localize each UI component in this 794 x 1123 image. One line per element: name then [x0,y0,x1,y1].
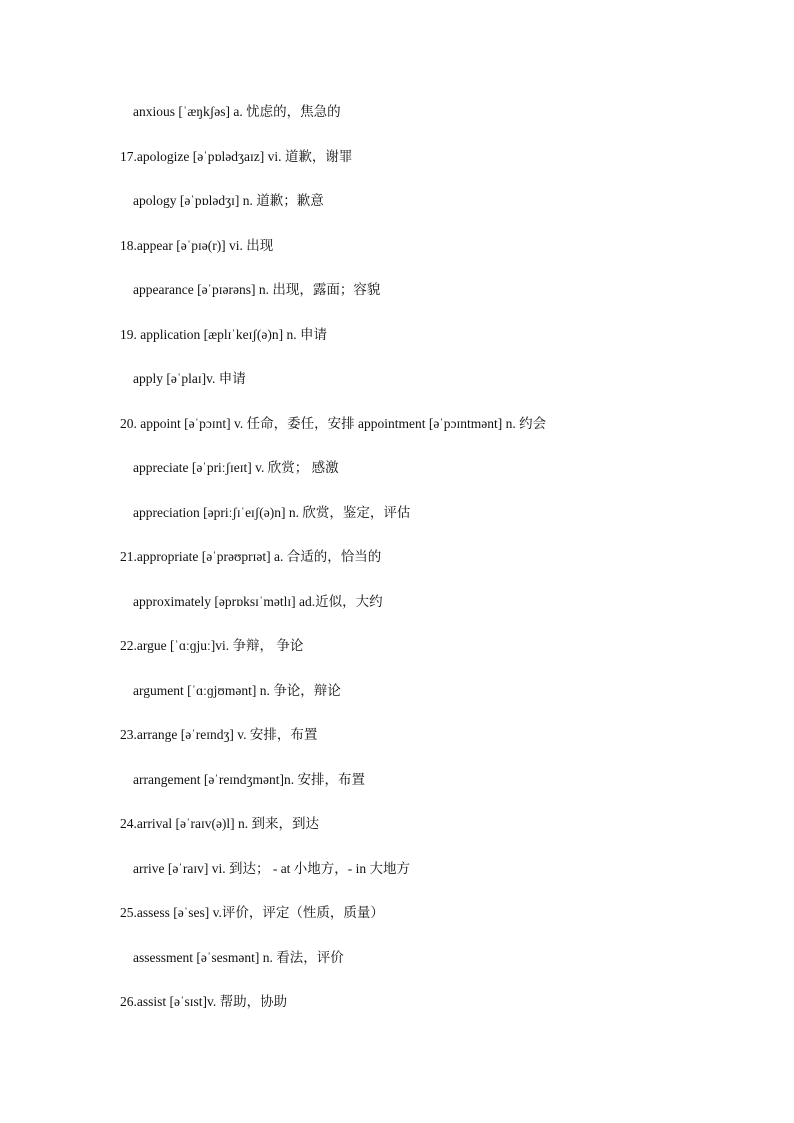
vocab-entry-apply: apply [əˈplaɪ]v. 申请 [133,371,246,386]
vocab-entry-arrive: arrive [əˈraɪv] vi. 到达； - at 小地方，- in 大地方 [133,861,411,876]
vocab-entry-assessment: assessment [əˈsesmənt] n. 看法，评价 [133,950,344,965]
vocab-entry-apology: apology [əˈpɒlədʒɪ] n. 道歉；歉意 [133,193,324,208]
vocab-entry-appreciation: appreciation [əpriːʃɪˈeɪʃ(ə)n] n. 欣赏，鉴定，评估 [133,505,411,520]
vocab-entry-arrange: 23.arrange [əˈreɪndʒ] v. 安排，布置 [120,727,318,742]
vocab-entry-appropriate: 21.appropriate [əˈprəʊprɪət] a. 合适的，恰当的 [120,549,382,564]
vocab-entry-anxious: anxious [ˈæŋkʃəs] a. 忧虑的，焦急的 [133,104,341,119]
vocab-entry-arrangement: arrangement [əˈreɪndʒmənt]n. 安排，布置 [133,772,366,787]
vocab-entry-appoint: 20. appoint [əˈpɔɪnt] v. 任命，委任，安排 appointment [əˈpɔɪntmənt] n. 约会 [120,416,547,431]
vocab-entry-appear: 18.appear [əˈpɪə(r)] vi. 出现 [120,238,274,253]
vocab-entry-appreciate: appreciate [əˈpriːʃɪeɪt] v. 欣赏； 感激 [133,460,339,475]
vocab-entry-argue: 22.argue [ˈɑːɡjuː]vi. 争辩， 争论 [120,638,304,653]
vocab-entry-appearance: appearance [əˈpɪərəns] n. 出现，露面；容貌 [133,282,381,297]
vocab-entry-approximately: approximately [əprɒksɪˈmətlɪ] ad.近似，大约 [133,594,383,609]
vocab-entry-argument: argument [ˈɑːɡjʊmənt] n. 争论，辩论 [133,683,341,698]
vocab-entry-application: 19. application [æplɪˈkeɪʃ(ə)n] n. 申请 [120,327,327,342]
vocab-entry-assess: 25.assess [əˈses] v.评价，评定（性质，质量） [120,905,384,920]
vocab-entry-assist: 26.assist [əˈsɪst]v. 帮助，协助 [120,994,288,1009]
vocab-entry-apologize: 17.apologize [əˈpɒlədʒaɪz] vi. 道歉，谢罪 [120,149,353,164]
vocab-entry-arrival: 24.arrival [əˈraɪv(ə)l] n. 到来，到达 [120,816,320,831]
